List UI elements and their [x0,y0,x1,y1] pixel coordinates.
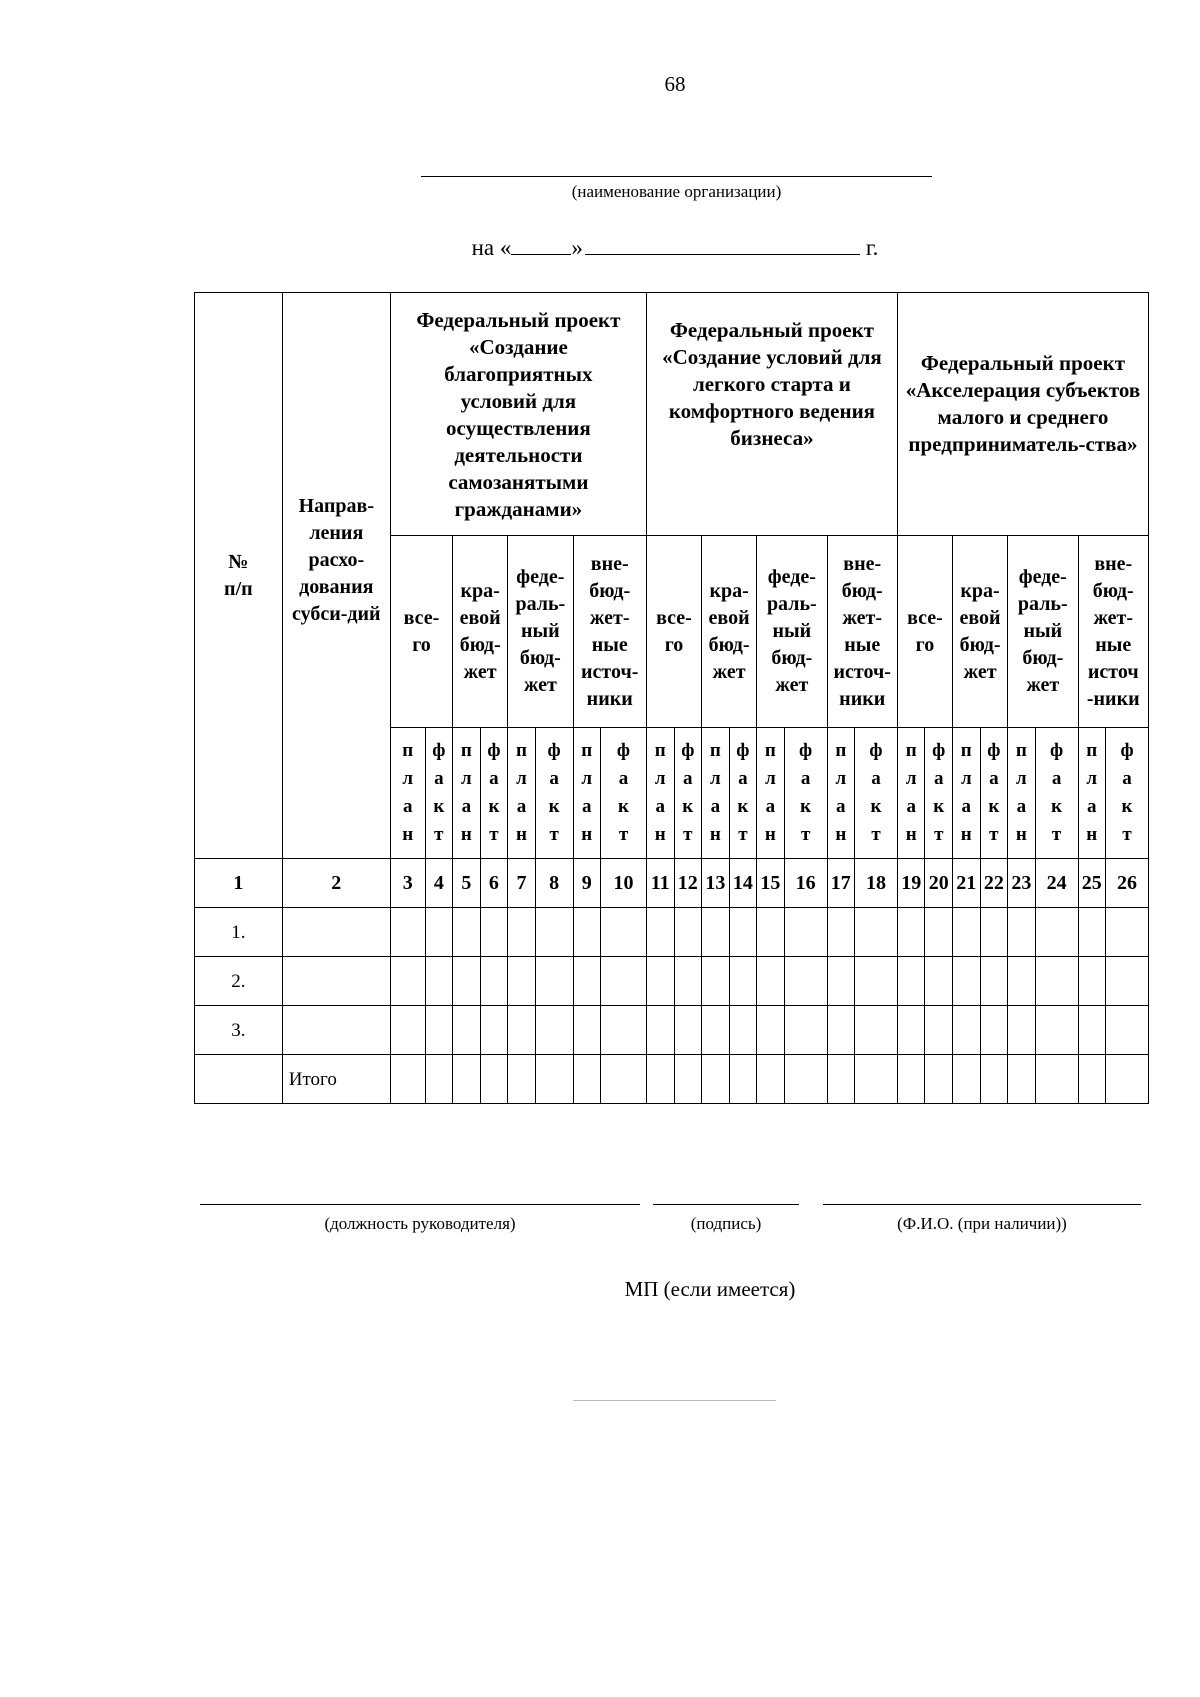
fact-header: факт [784,728,827,859]
value-cell [784,1055,827,1104]
sub-header-offbudget-3: вне-бюд-жет-ные источ -ники [1078,536,1149,728]
value-cell [674,908,702,957]
column-number: 7 [508,859,536,908]
column-number: 23 [1008,859,1036,908]
page-number: 68 [664,72,686,96]
fact-header: факт [925,728,953,859]
value-cell [729,957,757,1006]
value-cell [508,908,536,957]
value-cell [784,1006,827,1055]
value-cell [757,957,785,1006]
sub-header-total-2: все-го [646,536,701,728]
value-cell [674,1055,702,1104]
fact-header: факт [535,728,573,859]
value-cell [1035,957,1078,1006]
fact-header: факт [601,728,647,859]
value-cell [1106,908,1149,957]
value-cell [390,957,425,1006]
column-number: 22 [980,859,1008,908]
col-no-header: № п/п [195,293,283,859]
value-cell [425,1006,453,1055]
value-cell [674,1006,702,1055]
plan-header: план [453,728,481,859]
value-cell [729,908,757,957]
value-cell [702,1055,730,1104]
total-row [195,1055,1149,1104]
value-cell [601,908,647,957]
name-caption: (Ф.И.О. (при наличии)) [897,1214,1067,1233]
value-cell [1008,1006,1036,1055]
column-number: 3 [390,859,425,908]
value-cell [729,1006,757,1055]
sub-header-offbudget-2: вне-бюд-жет-ные источ-ники [827,536,897,728]
value-cell [827,1055,855,1104]
fact-header: факт [674,728,702,859]
value-cell [1106,1006,1149,1055]
value-cell [646,1006,674,1055]
fact-header: факт [480,728,508,859]
value-cell [453,957,481,1006]
column-number: 12 [674,859,702,908]
plan-header: план [953,728,981,859]
value-cell [508,1006,536,1055]
plan-header: план [573,728,601,859]
value-cell [702,908,730,957]
value-cell [480,957,508,1006]
value-cell [855,1006,898,1055]
fact-header: факт [729,728,757,859]
column-number: 20 [925,859,953,908]
row-number: 3. [195,1006,283,1055]
column-number: 9 [573,859,601,908]
value-cell [390,908,425,957]
value-cell [601,957,647,1006]
value-cell [784,957,827,1006]
column-number: 1 [195,859,283,908]
value-cell [897,908,925,957]
value-cell [925,957,953,1006]
column-number: 8 [535,859,573,908]
fact-header: факт [855,728,898,859]
column-number: 18 [855,859,898,908]
header-row-projects [195,293,1149,536]
value-cell [897,957,925,1006]
report-table [194,292,1149,1104]
sub-header-regional-2: кра-евой бюд-жет [702,536,757,728]
sub-header-total-1: все-го [390,536,452,728]
value-cell [729,1055,757,1104]
value-cell [953,957,981,1006]
plan-header: план [390,728,425,859]
value-cell [1078,1055,1106,1104]
col-direction-header: Направ-ления расхо-дования субси-дий [282,293,390,859]
value-cell [453,1006,481,1055]
sub-header-regional-3: кра-евой бюд-жет [953,536,1008,728]
signature-line [653,1204,799,1205]
value-cell [953,1055,981,1104]
column-number: 21 [953,859,981,908]
value-cell [480,908,508,957]
plan-header: план [1008,728,1036,859]
column-number: 10 [601,859,647,908]
column-number: 24 [1035,859,1078,908]
column-numbers-row [195,859,1149,908]
org-name-caption: (наименование организации) [571,182,782,201]
project-header-3: Федеральный проект «Акселерация субъектов малого и среднего предприниматель-ства» [897,293,1148,536]
value-cell [980,1006,1008,1055]
plan-header: план [827,728,855,859]
date-mid: » [571,235,583,260]
column-number: 17 [827,859,855,908]
date-prefix: на « [471,235,512,260]
column-number: 16 [784,859,827,908]
column-number: 26 [1106,859,1149,908]
value-cell [508,1055,536,1104]
name-line [823,1204,1141,1205]
sub-header-total-3: все-го [897,536,952,728]
day-blank [511,232,571,255]
value-cell [646,957,674,1006]
column-number: 25 [1078,859,1106,908]
value-cell [573,957,601,1006]
column-number: 4 [425,859,453,908]
value-cell [1008,957,1036,1006]
value-cell [925,1055,953,1104]
value-cell [827,957,855,1006]
value-cell [425,957,453,1006]
fact-header: факт [1035,728,1078,859]
value-cell [827,908,855,957]
value-cell [784,908,827,957]
value-cell [702,1006,730,1055]
column-number: 15 [757,859,785,908]
footer-line [573,1400,776,1401]
value-cell [1106,957,1149,1006]
value-cell [535,1055,573,1104]
direction-cell [282,1006,390,1055]
column-number: 6 [480,859,508,908]
value-cell [925,908,953,957]
value-cell [425,1055,453,1104]
value-cell [573,908,601,957]
table-row [195,957,1149,1006]
value-cell [1035,1006,1078,1055]
value-cell [953,1006,981,1055]
fact-header: факт [1106,728,1149,859]
value-cell [1078,908,1106,957]
row-number: 1. [195,908,283,957]
value-cell [390,1006,425,1055]
fact-header: факт [425,728,453,859]
value-cell [897,1006,925,1055]
date-suffix: г. [865,235,879,260]
value-cell [757,1055,785,1104]
value-cell [674,957,702,1006]
column-number: 14 [729,859,757,908]
project-header-2: Федеральный проект «Создание условий для легкого старта и комфортного ведения бизнеса» [646,293,897,536]
column-number: 11 [646,859,674,908]
value-cell [1078,1006,1106,1055]
value-cell [1035,908,1078,957]
value-cell [827,1006,855,1055]
value-cell [535,908,573,957]
plan-header: план [757,728,785,859]
sub-header-federal-3: феде-раль-ный бюд-жет [1008,536,1078,728]
table-row [195,1006,1149,1055]
value-cell [702,957,730,1006]
row-number: 2. [195,957,283,1006]
value-cell [573,1006,601,1055]
value-cell [390,1055,425,1104]
sub-header-offbudget-1: вне-бюд-жет-ные источ-ники [573,536,646,728]
value-cell [897,1055,925,1104]
value-cell [953,908,981,957]
value-cell [855,908,898,957]
column-number: 5 [453,859,481,908]
column-number: 19 [897,859,925,908]
value-cell [425,908,453,957]
plan-header: план [1078,728,1106,859]
project-header-1: Федеральный проект «Создание благоприятных условий для осуществления деятельности самозанятыми гражданами» [390,293,646,536]
value-cell [480,1006,508,1055]
table-row [195,908,1149,957]
plan-header: план [702,728,730,859]
value-cell [757,908,785,957]
value-cell [1008,1055,1036,1104]
value-cell [980,1055,1008,1104]
value-cell [1035,1055,1078,1104]
value-cell [535,1006,573,1055]
value-cell [453,1055,481,1104]
value-cell [757,1006,785,1055]
direction-cell [282,908,390,957]
plan-header: план [646,728,674,859]
column-number: 2 [282,859,390,908]
value-cell [535,957,573,1006]
position-caption: (должность руководителя) [324,1214,516,1233]
value-cell [601,1006,647,1055]
plan-header: план [508,728,536,859]
row-number [195,1055,283,1104]
value-cell [1078,957,1106,1006]
value-cell [980,957,1008,1006]
month-year-blank [585,232,860,255]
date-row [0,232,1200,261]
total-label: Итого [282,1055,390,1104]
position-line [200,1204,640,1205]
value-cell [601,1055,647,1104]
stamp-place: МП (если имеется) [624,1277,796,1301]
value-cell [1008,908,1036,957]
sub-header-regional-1: кра-евой бюд-жет [453,536,508,728]
value-cell [1106,1055,1149,1104]
value-cell [508,957,536,1006]
sub-header-federal-2: феде-раль-ный бюд-жет [757,536,827,728]
value-cell [646,1055,674,1104]
value-cell [980,908,1008,957]
direction-cell [282,957,390,1006]
value-cell [480,1055,508,1104]
sub-header-federal-1: феде-раль-ный бюд-жет [508,536,573,728]
value-cell [646,908,674,957]
plan-header: план [897,728,925,859]
org-name-line [421,176,932,177]
value-cell [573,1055,601,1104]
value-cell [855,1055,898,1104]
fact-header: факт [980,728,1008,859]
value-cell [453,908,481,957]
column-number: 13 [702,859,730,908]
value-cell [925,1006,953,1055]
value-cell [855,957,898,1006]
signature-caption: (подпись) [690,1214,762,1233]
